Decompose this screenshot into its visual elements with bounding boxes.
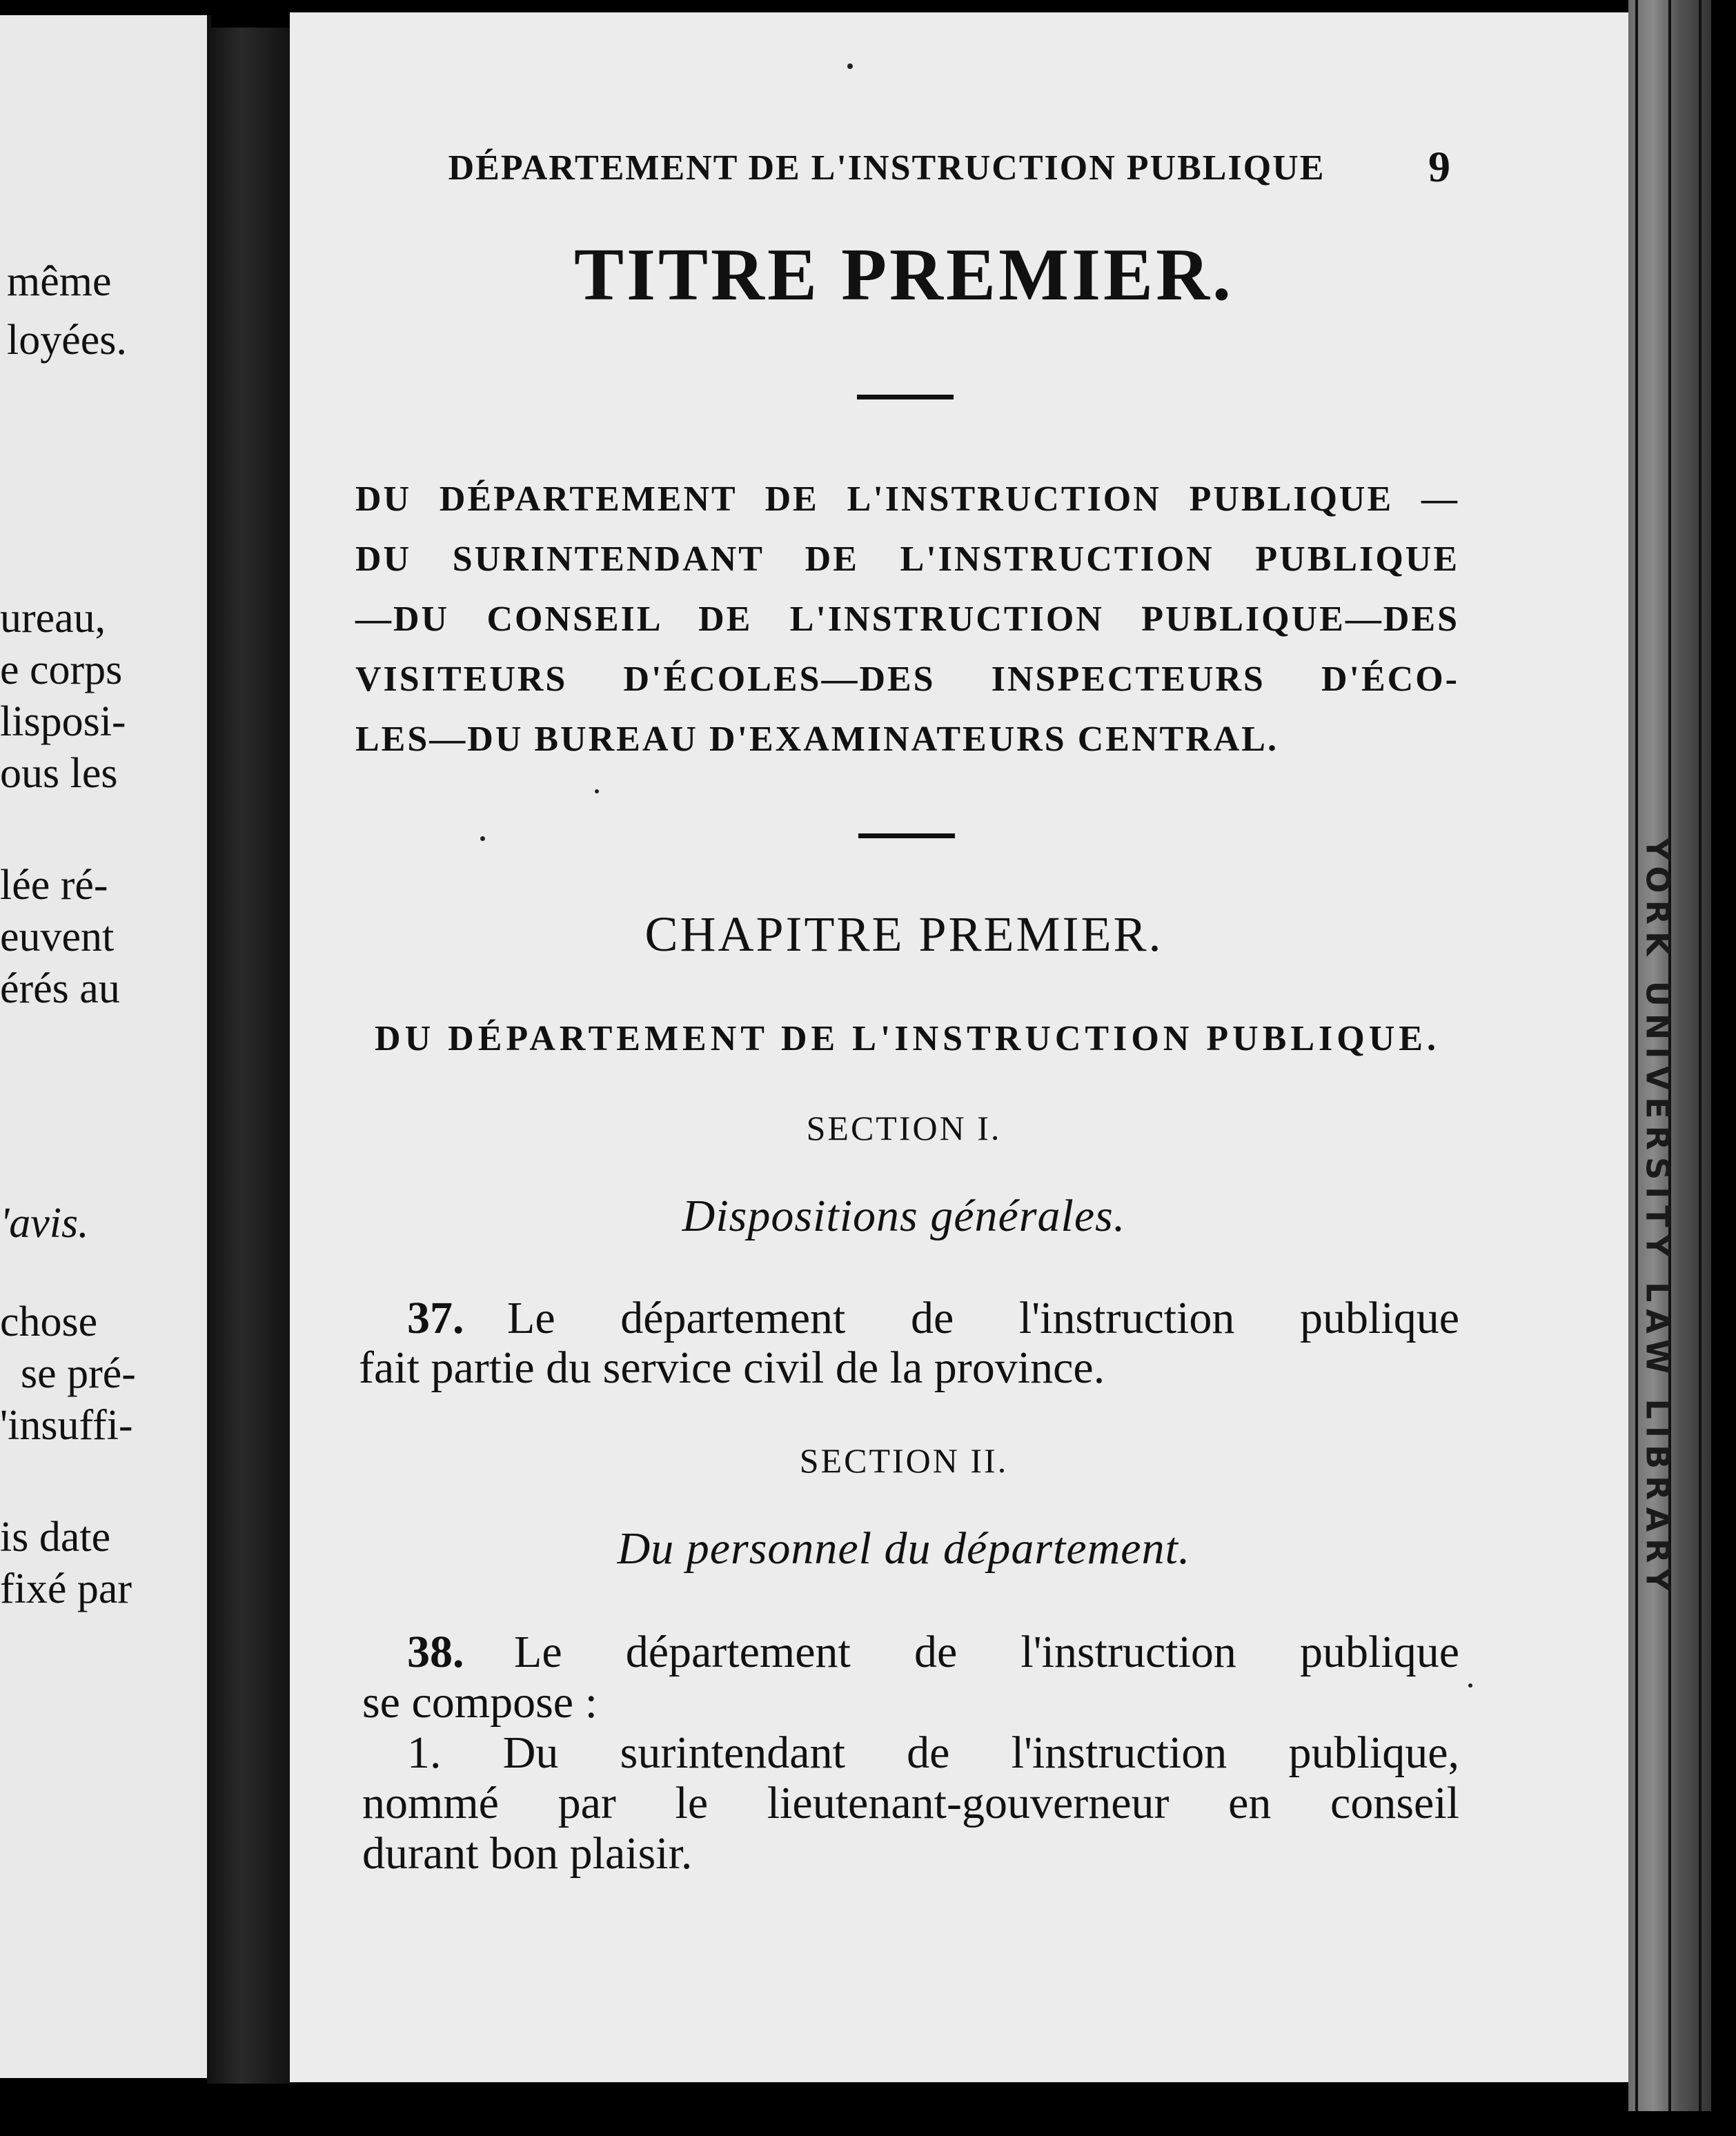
section-title: Du personnel du département. (617, 1523, 1191, 1574)
left-page-line: chose (0, 1298, 98, 1345)
scan-speck (595, 789, 599, 793)
left-page-line: 'avis. (0, 1200, 89, 1247)
left-page-line: ureau, (0, 595, 106, 642)
left-page-line: lisposi- (0, 698, 126, 745)
left-page-line: lée ré- (0, 862, 108, 909)
divider-rule (858, 833, 955, 838)
scan-speck (1468, 1683, 1472, 1688)
section-title: Dispositions générales. (682, 1191, 1126, 1241)
divider-rule (857, 395, 954, 399)
library-edge-stamp: YORK UNIVERSITY LAW LIBRARY (1639, 837, 1677, 1599)
article-number (407, 1627, 464, 1677)
left-page-line: 'insuffi- (0, 1402, 133, 1449)
left-facing-page (0, 15, 211, 2078)
article-37-line-2: fait partie du service civil de la province. (359, 1343, 1105, 1393)
left-page-line: fixé par (0, 1565, 132, 1612)
running-head: DÉPARTEMENT DE L'INSTRUCTION PUBLIQUE (448, 148, 1325, 188)
intro-line: DU SURINTENDANT DE L'INSTRUCTION PUBLIQUE (355, 540, 1459, 579)
section-number: SECTION I. (806, 1109, 1002, 1147)
left-page-line: même (7, 258, 112, 305)
article-37-line-1: Le département de l'instruction publique (507, 1293, 1459, 1343)
intro-line: VISITEURS D'ÉCOLES—DES INSPECTEURS D'ÉCO- (355, 660, 1459, 699)
left-page-line: ous les (0, 750, 118, 797)
page-number: 9 (1428, 142, 1450, 191)
book-gutter (207, 28, 304, 2084)
scan-speck (847, 63, 853, 69)
chapter-heading: CHAPITRE PREMIER. (644, 907, 1163, 962)
left-page-line: se pré- (21, 1350, 136, 1397)
title-heading: TITRE PREMIER. (573, 234, 1234, 316)
article-38-item-1-line-2: nommé par le lieutenant-gouverneur en conseil (362, 1778, 1459, 1828)
left-page-line: euvent (0, 913, 115, 960)
article-37-number: 37. (407, 1293, 464, 1343)
intro-line: LES—DU BUREAU D'EXAMINATEURS CENTRAL. (355, 720, 1279, 759)
article-38-number: 38. (407, 1627, 464, 1677)
article-38-item-1-line-3: durant bon plaisir. (362, 1828, 693, 1879)
left-page-line: e corps (0, 646, 123, 693)
left-page-line: loyées. (7, 317, 127, 364)
intro-line: —DU CONSEIL DE L'INSTRUCTION PUBLIQUE—DES (355, 600, 1459, 639)
page-edge-line (1699, 0, 1702, 2111)
chapter-subtitle: DU DÉPARTEMENT DE L'INSTRUCTION PUBLIQUE. (375, 1019, 1440, 1058)
left-page-line: is date (0, 1514, 111, 1561)
intro-line: DU DÉPARTEMENT DE L'INSTRUCTION PUBLIQUE — (355, 479, 1459, 519)
left-page-line: érés au (0, 965, 120, 1012)
article-number (407, 1293, 464, 1343)
section-number: SECTION II. (799, 1441, 1009, 1480)
scan-speck (480, 836, 485, 841)
article-38-item-1-line-1: 1. Du surintendant de l'instruction publique, (407, 1728, 1459, 1778)
article-38-line-2: se compose : (362, 1677, 598, 1728)
article-38-line-1: Le département de l'instruction publique (514, 1627, 1459, 1677)
